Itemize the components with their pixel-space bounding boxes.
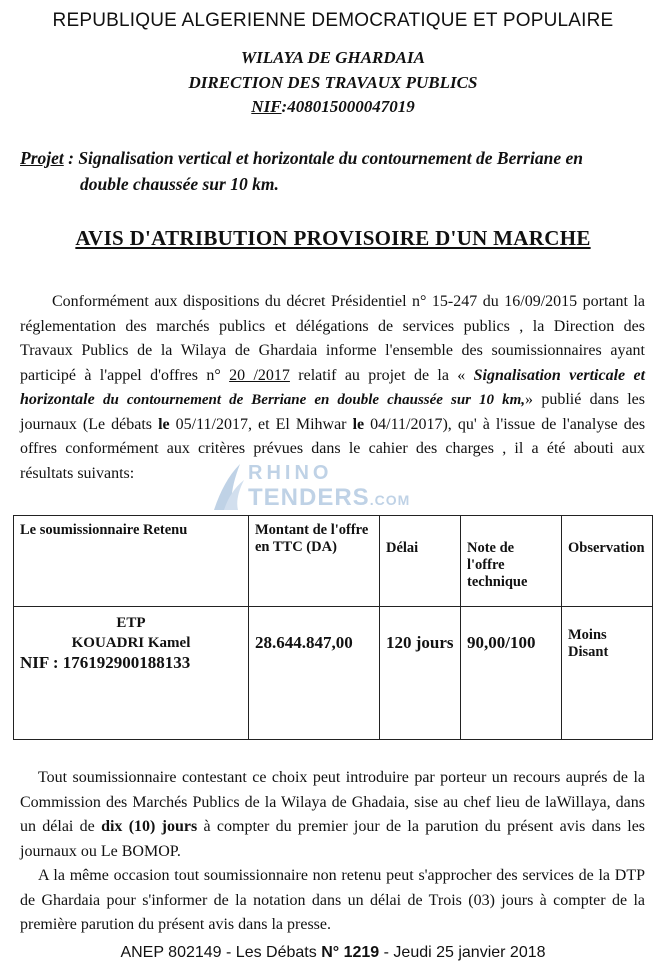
footer-num: 1219 bbox=[343, 944, 380, 961]
col-header-note: Note de l'offre technique bbox=[461, 516, 562, 607]
projet-label: Projet bbox=[20, 148, 64, 168]
watermark-suffix: .COM bbox=[369, 492, 411, 508]
wilaya-heading: WILAYA DE GHARDAIA bbox=[241, 48, 425, 67]
p2-text: à compter du premier jour de la parution du présent avis dans les bbox=[203, 818, 646, 835]
watermark-brand: TENDERS bbox=[248, 484, 370, 511]
cell-note: 90,00/100 bbox=[461, 607, 562, 740]
cell-soumissionnaire bbox=[14, 607, 249, 740]
table-header-row bbox=[14, 516, 653, 607]
p1-line: offres conformément aux critères prévues dans le cahier des charges , il a été abouti aux bbox=[20, 440, 645, 457]
col-header-montant: Montant de l'offre en TTC (DA) bbox=[249, 516, 380, 607]
p3-line: de Ghardaia pour s'informer de la notation dans un délai de Trois (03) jours à compter de la bbox=[20, 891, 645, 909]
soum-nif: NIF : 176192900188133 bbox=[20, 653, 191, 672]
p1-text: journaux (Le débats bbox=[20, 415, 153, 433]
p2-emph: dix (10) jours bbox=[101, 818, 198, 835]
p3-line: A la même occasion tout soumissionnaire non retenu peut s'approcher des services de la DTP bbox=[38, 867, 645, 884]
p1-text: 05/11/2017, et El Mihwar bbox=[175, 415, 347, 433]
watermark-line2 bbox=[248, 484, 410, 512]
appel-offres-number: 20 /2017 bbox=[229, 366, 290, 384]
p2-text: un délai de bbox=[20, 818, 95, 835]
watermark-line1: RHINO bbox=[248, 462, 333, 484]
nif-label: NIF bbox=[251, 97, 282, 116]
award-table bbox=[13, 515, 653, 740]
p1-line: Conformément aux dispositions du décret Présidentiel n° 15-247 du 16/09/2015 portant la bbox=[52, 293, 645, 310]
projet-sep: : bbox=[63, 148, 79, 168]
footer-left: ANEP 802149 - Les Débats bbox=[120, 944, 317, 961]
notice-title: AVIS D'ATRIBUTION PROVISOIRE D'UN MARCHE bbox=[75, 226, 591, 250]
soum-line: ETP bbox=[116, 615, 146, 631]
col-header-observation: Observation bbox=[562, 516, 653, 607]
soum-line: KOUADRI Kamel bbox=[71, 635, 191, 651]
cell-observation: Moins Disant bbox=[562, 607, 653, 740]
p1-text: participé à l'appel d'offres n° bbox=[20, 366, 221, 384]
p1-text: le bbox=[158, 415, 170, 433]
p1-emph: Signalisation verticale et bbox=[473, 366, 646, 384]
projet-line1: Signalisation vertical et horizontale du contournement de Berriane en bbox=[78, 148, 583, 168]
nif-value: :408015000047019 bbox=[281, 97, 415, 116]
p1-line bbox=[20, 413, 645, 438]
cell-montant: 28.644.847,00 bbox=[249, 607, 380, 740]
p1-text: » publié dans les bbox=[525, 391, 646, 408]
p1-text: le bbox=[352, 415, 365, 433]
p2-line: Tout soumissionnaire contestant ce choix peut introduire par porteur un recours auprés de la bbox=[38, 769, 645, 786]
country-heading: REPUBLIQUE ALGERIENNE DEMOCRATIQUE ET POPULAIRE bbox=[52, 10, 614, 31]
nif-line bbox=[0, 97, 666, 117]
p2-line bbox=[20, 815, 645, 840]
p1-emph: horizontale bbox=[20, 391, 95, 408]
publication-footer bbox=[0, 944, 666, 962]
p2-line: Commission des Marchés Publics de la Wilaya de Ghadaia, sise au chef lieu de laWillaya, dans bbox=[20, 793, 645, 811]
col-header-soumissionnaire: Le soumissionnaire Retenu bbox=[14, 516, 249, 607]
intro-paragraph bbox=[20, 290, 645, 486]
p1-line bbox=[20, 388, 645, 413]
p3-line: première parution du présent avis dans la presse. bbox=[20, 916, 332, 933]
p1-emph: du contournement de Berriane en double chaussée sur 10 km, bbox=[102, 392, 526, 408]
direction-heading: DIRECTION DES TRAVAUX PUBLICS bbox=[188, 73, 478, 92]
p1-text: relatif au projet de la « bbox=[298, 366, 466, 384]
footer-right: - Jeudi 25 janvier 2018 bbox=[383, 944, 546, 961]
p1-line bbox=[20, 364, 645, 389]
cell-delai: 120 jours bbox=[380, 607, 461, 740]
recourse-paragraph bbox=[20, 766, 645, 938]
p1-line: Travaux Publics de la Wilaya de Ghardaia informe l'ensemble des soumissionnaires ayant bbox=[20, 342, 645, 359]
p1-line: résultats suivants: bbox=[20, 464, 135, 482]
projet-block bbox=[20, 145, 640, 197]
col-header-delai: Délai bbox=[380, 516, 461, 607]
table-row bbox=[14, 607, 653, 740]
p2-line: journaux ou Le BOMOP. bbox=[20, 842, 181, 860]
p1-text: 04/11/2017), qu' à l'issue de l'analyse des bbox=[370, 415, 646, 433]
projet-line2: double chaussée sur 10 km. bbox=[80, 174, 279, 194]
p1-line: réglementation des marchés publics et délégations de services publics , la Direction des bbox=[20, 317, 645, 335]
footer-num-label: N° bbox=[321, 944, 340, 961]
